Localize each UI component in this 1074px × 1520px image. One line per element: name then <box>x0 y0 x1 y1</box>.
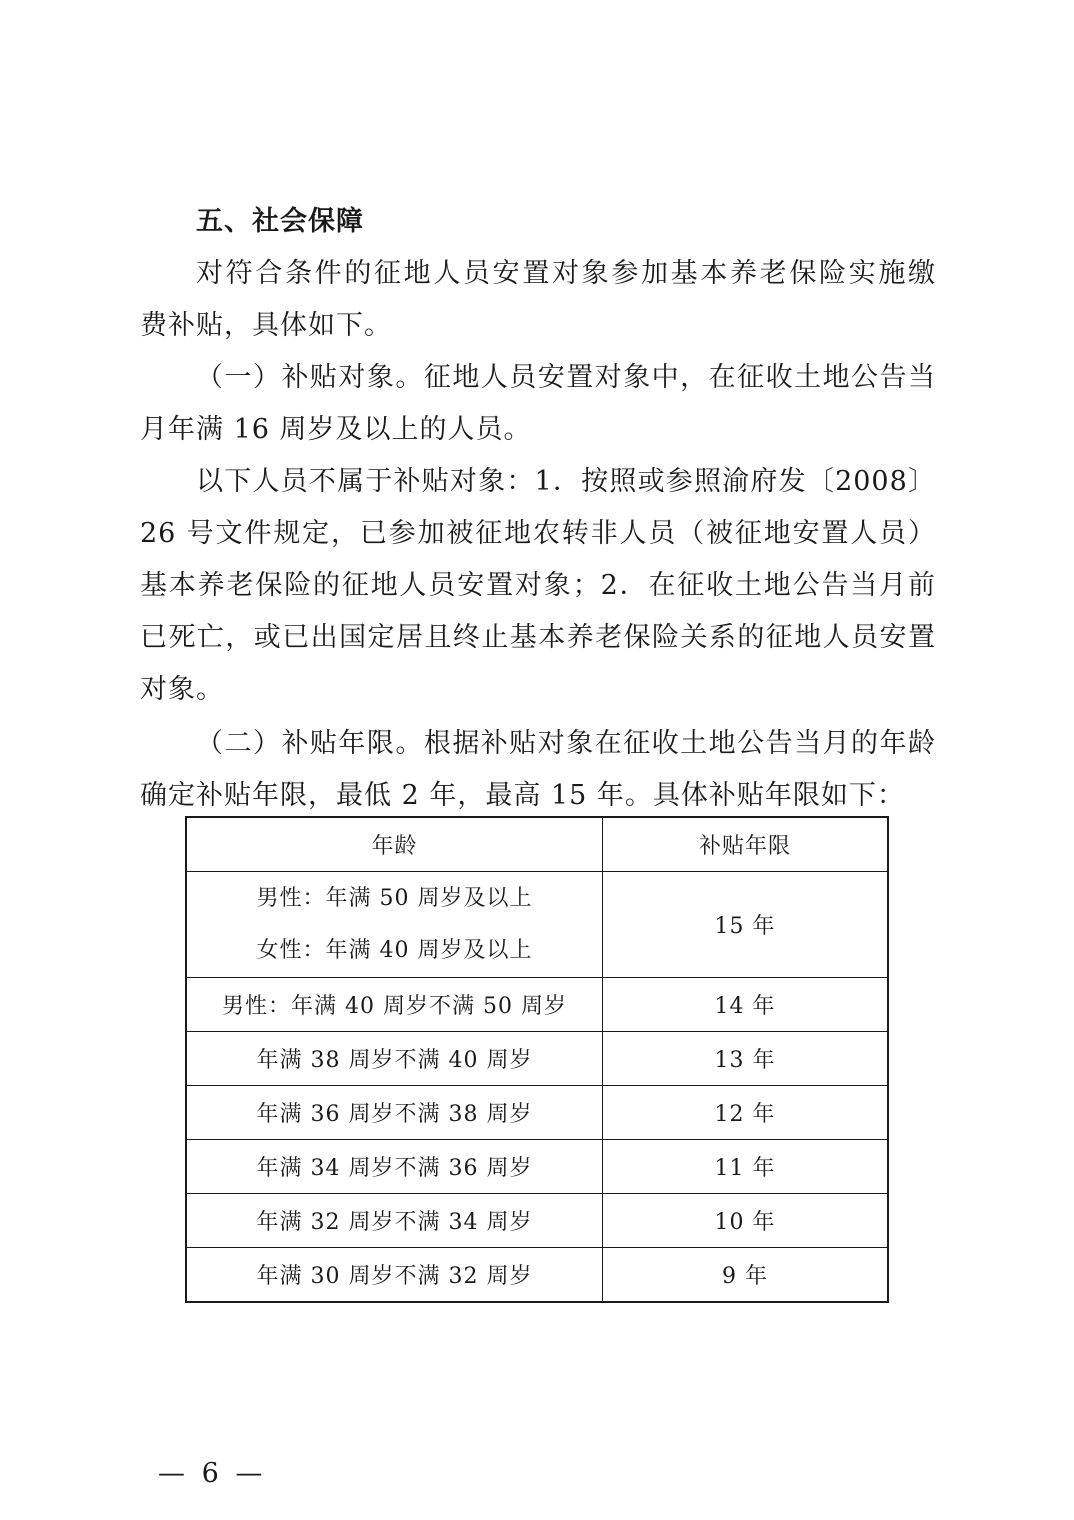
table-row <box>186 1248 888 1303</box>
table-row <box>186 1194 888 1248</box>
part2-label: （二）补贴年限。 <box>196 728 424 759</box>
part2-line-2: 确定补贴年限，最低 2 年，最高 15 年。具体补贴年限如下： <box>140 780 905 811</box>
part1-text: 征地人员安置对象中，在征收土地公告当 <box>423 362 937 393</box>
years-cell: 14 年 <box>603 978 889 1032</box>
table-row <box>186 872 888 978</box>
years-cell: 13 年 <box>603 1032 889 1086</box>
years-cell: 10 年 <box>603 1194 889 1248</box>
table-row <box>186 1140 888 1194</box>
age-cell: 年满 32 周岁不满 34 周岁 <box>186 1194 603 1248</box>
age-cell <box>186 872 603 978</box>
part2-text: 根据补贴对象在征收土地公告当月的年龄 <box>423 728 937 759</box>
part1-label: （一）补贴对象。 <box>196 362 424 393</box>
part1-line-2: 月年满 16 周岁及以上的人员。 <box>140 414 532 445</box>
age-cell: 年满 34 周岁不满 36 周岁 <box>186 1140 603 1194</box>
exclusion-line-3: 基本养老保险的征地人员安置对象；2．在征收土地公告当月前 <box>140 570 936 601</box>
table-header-row <box>186 817 888 872</box>
table-row <box>186 1086 888 1140</box>
years-cell: 9 年 <box>603 1248 889 1303</box>
part2-line-1 <box>196 726 936 762</box>
exclusion-line-1: 以下人员不属于补贴对象：1．按照或参照渝府发〔2008〕 <box>196 466 936 497</box>
age-male-line: 男性：年满 50 周岁及以上 <box>256 885 533 911</box>
header-years: 补贴年限 <box>603 817 889 872</box>
intro-line-1: 对符合条件的征地人员安置对象参加基本养老保险实施缴 <box>196 258 936 289</box>
table-row <box>186 978 888 1032</box>
header-age: 年龄 <box>186 817 603 872</box>
table-row <box>186 1032 888 1086</box>
page-number: — 6 — <box>158 1458 267 1489</box>
age-female-line: 女性：年满 40 周岁及以上 <box>256 937 533 963</box>
age-cell: 男性：年满 40 周岁不满 50 周岁 <box>186 978 603 1032</box>
age-cell: 年满 36 周岁不满 38 周岁 <box>186 1086 603 1140</box>
years-cell: 11 年 <box>603 1140 889 1194</box>
exclusion-line-2: 26 号文件规定，已参加被征地农转非人员（被征地安置人员） <box>140 518 936 549</box>
exclusion-line-4: 已死亡，或已出国定居且终止基本养老保险关系的征地人员安置 <box>140 622 936 653</box>
age-cell: 年满 30 周岁不满 32 周岁 <box>186 1248 603 1303</box>
intro-line-2: 费补贴，具体如下。 <box>140 310 392 341</box>
section-heading: 五、社会保障 <box>196 206 364 237</box>
years-cell: 15 年 <box>603 872 889 978</box>
exclusion-line-5: 对象。 <box>140 674 224 705</box>
years-cell: 12 年 <box>603 1086 889 1140</box>
age-cell: 年满 38 周岁不满 40 周岁 <box>186 1032 603 1086</box>
subsidy-years-table <box>185 816 889 1303</box>
part1-line-1 <box>196 360 936 396</box>
